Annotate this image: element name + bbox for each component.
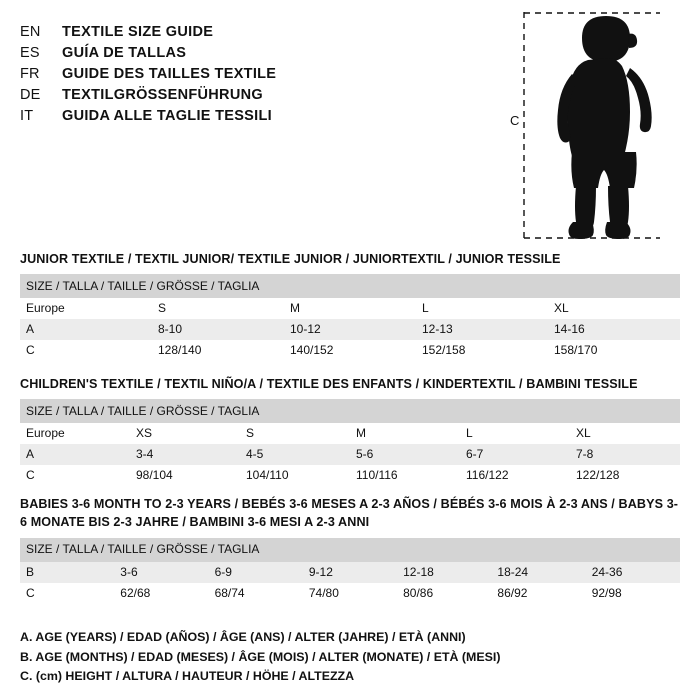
value-cell: 158/170 <box>548 340 680 361</box>
table-header-row <box>20 538 680 562</box>
value-cell: 9-12 <box>303 562 397 583</box>
table-header-row <box>20 399 680 423</box>
value-cell: 122/128 <box>570 465 680 486</box>
language-row <box>20 87 500 103</box>
size-header-label: SIZE / TALLA / TAILLE / GRÖSSE / TAGLIA <box>20 538 680 562</box>
table-row <box>20 340 680 361</box>
value-cell: 10-12 <box>284 319 416 340</box>
junior-size-table <box>20 274 680 361</box>
row-key: A <box>20 319 152 340</box>
legend-line-c: C. (cm) HEIGHT / ALTURA / HAUTEUR / HÖHE / ALTEZZA <box>20 668 355 683</box>
language-code: IT <box>20 108 34 124</box>
height-measure-label: C <box>510 113 520 128</box>
table-row <box>20 583 680 604</box>
value-cell: 8-10 <box>152 319 284 340</box>
value-cell: 5-6 <box>350 444 460 465</box>
value-cell: 68/74 <box>209 583 303 604</box>
row-key: B <box>20 562 114 583</box>
figure-area <box>500 8 680 238</box>
size-header-label: SIZE / TALLA / TAILLE / GRÖSSE / TAGLIA <box>20 274 680 298</box>
language-title: GUÍA DE TALLAS <box>62 45 187 61</box>
value-cell: 116/122 <box>460 465 570 486</box>
table-row <box>20 562 680 583</box>
row-key: C <box>20 583 114 604</box>
language-title: TEXTILGRÖSSENFÜHRUNG <box>62 87 263 103</box>
size-cell: S <box>240 423 350 444</box>
value-cell: 18-24 <box>491 562 585 583</box>
size-header-label: SIZE / TALLA / TAILLE / GRÖSSE / TAGLIA <box>20 399 680 423</box>
row-key: C <box>20 340 152 361</box>
value-cell: 4-5 <box>240 444 350 465</box>
language-row <box>20 108 500 124</box>
value-cell: 14-16 <box>548 319 680 340</box>
value-cell: 6-9 <box>209 562 303 583</box>
table-row <box>20 465 680 486</box>
size-cell: XL <box>548 298 680 319</box>
table-header-row <box>20 274 680 298</box>
value-cell: 12-13 <box>416 319 548 340</box>
children-size-table <box>20 399 680 486</box>
value-cell: 110/116 <box>350 465 460 486</box>
language-row <box>20 45 500 61</box>
section-junior <box>20 250 680 361</box>
section-heading: BABIES 3-6 MONTH TO 2-3 YEARS / BEBÉS 3-6 MESES A 2-3 AÑOS / BÉBÉS 3-6 MOIS À 2-3 ANS / BABYS 3-6 MONATE BIS 2-3 JAHRE / BAMBINI 3-6 MESI A 2-3 ANNI <box>20 497 679 530</box>
language-row <box>20 24 500 40</box>
value-cell: 98/104 <box>130 465 240 486</box>
row-key: C <box>20 465 130 486</box>
row-label: Europe <box>20 423 130 444</box>
language-title: TEXTILE SIZE GUIDE <box>62 24 214 40</box>
size-cell: L <box>416 298 548 319</box>
value-cell: 62/68 <box>114 583 208 604</box>
value-cell: 86/92 <box>491 583 585 604</box>
value-cell: 3-4 <box>130 444 240 465</box>
legend <box>20 628 680 686</box>
value-cell: 128/140 <box>152 340 284 361</box>
value-cell: 92/98 <box>586 583 680 604</box>
size-cell: M <box>284 298 416 319</box>
value-cell: 74/80 <box>303 583 397 604</box>
value-cell: 80/86 <box>397 583 491 604</box>
section-heading: CHILDREN'S TEXTILE / TEXTIL NIÑO/A / TEXTILE DES ENFANTS / KINDERTEXTIL / BAMBINI TESSILE <box>20 377 638 391</box>
row-key: A <box>20 444 130 465</box>
language-code: DE <box>20 87 41 103</box>
size-cell: L <box>460 423 570 444</box>
size-cell: XS <box>130 423 240 444</box>
language-title: GUIDE DES TAILLES TEXTILE <box>62 66 277 82</box>
section-babies <box>20 495 680 604</box>
row-label: Europe <box>20 298 152 319</box>
table-row <box>20 298 680 319</box>
language-title: GUIDA ALLE TAGLIE TESSILI <box>62 108 272 124</box>
value-cell: 152/158 <box>416 340 548 361</box>
value-cell: 3-6 <box>114 562 208 583</box>
language-titles <box>20 24 500 129</box>
table-row <box>20 444 680 465</box>
babies-size-table <box>20 538 680 604</box>
legend-line-b: B. AGE (MONTHS) / EDAD (MESES) / ÂGE (MOIS) / ALTER (MONATE) / ETÀ (MESI) <box>20 649 501 664</box>
section-heading: JUNIOR TEXTILE / TEXTIL JUNIOR/ TEXTILE JUNIOR / JUNIORTEXTIL / JUNIOR TESSILE <box>20 252 561 266</box>
table-row <box>20 319 680 340</box>
value-cell: 140/152 <box>284 340 416 361</box>
value-cell: 12-18 <box>397 562 491 583</box>
language-row <box>20 66 500 82</box>
value-cell: 6-7 <box>460 444 570 465</box>
value-cell: 104/110 <box>240 465 350 486</box>
language-code: EN <box>20 24 41 40</box>
size-cell: M <box>350 423 460 444</box>
language-code: ES <box>20 45 40 61</box>
language-code: FR <box>20 66 40 82</box>
baby-silhouette-icon <box>510 8 670 243</box>
section-children <box>20 375 680 486</box>
value-cell: 7-8 <box>570 444 680 465</box>
table-row <box>20 423 680 444</box>
size-cell: XL <box>570 423 680 444</box>
size-cell: S <box>152 298 284 319</box>
legend-line-a: A. AGE (YEARS) / EDAD (AÑOS) / ÂGE (ANS) / ALTER (JAHRE) / ETÀ (ANNI) <box>20 630 466 645</box>
value-cell: 24-36 <box>586 562 680 583</box>
